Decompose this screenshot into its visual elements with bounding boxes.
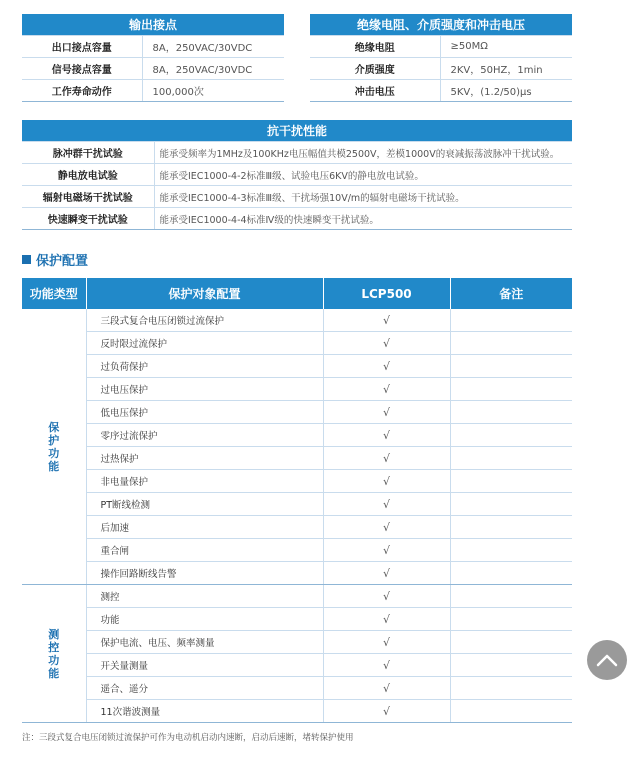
lcp500-check: √: [323, 516, 450, 539]
table-row: [310, 80, 572, 102]
lcp500-check: √: [323, 631, 450, 654]
row-label: 快速瞬变干扰试验: [22, 208, 154, 230]
row-value: 5KV，(1.2/50)μs: [440, 80, 572, 102]
chevron-up-icon: [596, 653, 618, 667]
table-row: [22, 470, 572, 493]
header-protection-object: 保护对象配置: [86, 278, 323, 309]
remark-cell: [450, 332, 572, 355]
row-value: 能承受IEC1000-4-2标准Ⅲ级、试验电压6KV的静电放电试验。: [154, 164, 572, 186]
remark-cell: [450, 355, 572, 378]
category-char: 控: [48, 640, 60, 654]
table-row: [310, 36, 572, 58]
row-value: 能承受IEC1000-4-4标准Ⅳ级的快速瞬变干扰试验。: [154, 208, 572, 230]
table-row: [22, 378, 572, 401]
lcp500-check: √: [323, 401, 450, 424]
protection-item: 11次谐波测量: [86, 700, 323, 723]
remark-cell: [450, 585, 572, 608]
protection-item: 后加速: [86, 516, 323, 539]
remark-cell: [450, 493, 572, 516]
lcp500-check: √: [323, 562, 450, 585]
remark-cell: [450, 608, 572, 631]
footnote: 注：三段式复合电压闭锁过流保护可作为电动机启动内速断，启动后速断，堵转保护使用: [22, 733, 354, 743]
row-label: 工作寿命动作: [22, 80, 142, 102]
row-label: 辐射电磁场干扰试验: [22, 186, 154, 208]
protection-config-body: [22, 309, 572, 723]
protection-item: 反时限过流保护: [86, 332, 323, 355]
table-row: [22, 142, 572, 164]
table-row: [22, 164, 572, 186]
output-contacts-title: 输出接点: [22, 14, 284, 36]
protection-item: 三段式复合电压闭锁过流保护: [86, 309, 323, 332]
row-label: 出口接点容量: [22, 36, 142, 58]
table-row: [22, 700, 572, 723]
table-row: [22, 186, 572, 208]
protection-item: 开关量测量: [86, 654, 323, 677]
table-row: [22, 80, 284, 102]
table-row: [22, 608, 572, 631]
table-row: [22, 424, 572, 447]
remark-cell: [450, 700, 572, 723]
protection-item: 测控: [86, 585, 323, 608]
protection-item: 遥合、遥分: [86, 677, 323, 700]
row-label: 绝缘电阻: [310, 36, 440, 58]
lcp500-check: √: [323, 677, 450, 700]
remark-cell: [450, 309, 572, 332]
insulation-title: 绝缘电阻、介质强度和冲击电压: [310, 14, 572, 36]
category-char: 测: [48, 627, 60, 641]
header-function-type: 功能类型: [22, 278, 86, 309]
table-row: [22, 58, 284, 80]
lcp500-check: √: [323, 700, 450, 723]
lcp500-check: √: [323, 539, 450, 562]
lcp500-check: √: [323, 608, 450, 631]
remark-cell: [450, 539, 572, 562]
category-char: 能: [48, 459, 60, 473]
remark-cell: [450, 516, 572, 539]
lcp500-check: √: [323, 470, 450, 493]
category-cell: [22, 585, 86, 723]
header-lcp500: LCP500: [323, 278, 450, 309]
remark-cell: [450, 447, 572, 470]
lcp500-check: √: [323, 447, 450, 470]
table-row: [22, 516, 572, 539]
remark-cell: [450, 562, 572, 585]
table-row: [310, 58, 572, 80]
protection-item: 过负荷保护: [86, 355, 323, 378]
protection-item: 重合闸: [86, 539, 323, 562]
protection-item: 操作回路断线告警: [86, 562, 323, 585]
table-row: [22, 585, 572, 608]
lcp500-check: √: [323, 654, 450, 677]
remark-cell: [450, 401, 572, 424]
square-bullet-icon: [22, 255, 31, 264]
section-title-text: 保护配置: [36, 254, 89, 269]
row-label: 静电放电试验: [22, 164, 154, 186]
protection-item: 功能: [86, 608, 323, 631]
row-value: 能承受IEC1000-4-3标准Ⅲ级、干扰场强10V/m的辐射电磁场干扰试验。: [154, 186, 572, 208]
interference-table: [22, 120, 572, 230]
lcp500-check: √: [323, 424, 450, 447]
protection-config-table: [22, 278, 572, 723]
row-label: 冲击电压: [310, 80, 440, 102]
protection-item: 非电量保护: [86, 470, 323, 493]
category-char: 能: [48, 666, 60, 680]
scroll-top-button[interactable]: [587, 640, 627, 680]
row-value: 2KV，50HZ，1min: [440, 58, 572, 80]
table-row: [22, 208, 572, 230]
table-row: [22, 447, 572, 470]
table-row: [22, 631, 572, 654]
category-char: 功: [48, 446, 60, 460]
table-row: [22, 677, 572, 700]
table-row: [22, 355, 572, 378]
protection-item: 过电压保护: [86, 378, 323, 401]
category-char: 保: [48, 420, 60, 434]
output-contacts-table: [22, 14, 284, 102]
header-remarks: 备注: [450, 278, 572, 309]
interference-title: 抗干扰性能: [22, 120, 572, 142]
protection-item: 保护电流、电压、频率测量: [86, 631, 323, 654]
lcp500-check: √: [323, 355, 450, 378]
remark-cell: [450, 677, 572, 700]
table-row: [22, 401, 572, 424]
row-label: 脉冲群干扰试验: [22, 142, 154, 164]
row-value: 8A，250VAC/30VDC: [142, 36, 284, 58]
row-value: 100,000次: [142, 80, 284, 102]
table-row: [22, 332, 572, 355]
row-value: 8A，250VAC/30VDC: [142, 58, 284, 80]
lcp500-check: √: [323, 585, 450, 608]
table-header-row: [22, 278, 572, 309]
remark-cell: [450, 654, 572, 677]
table-row: [22, 309, 572, 332]
insulation-table: [310, 14, 572, 102]
lcp500-check: √: [323, 378, 450, 401]
category-char: 护: [48, 433, 60, 447]
category-cell: [22, 309, 86, 585]
table-row: [22, 562, 572, 585]
table-row: [22, 493, 572, 516]
lcp500-check: √: [323, 332, 450, 355]
remark-cell: [450, 631, 572, 654]
remark-cell: [450, 470, 572, 493]
row-value: 能承受频率为1MHz及100KHz电压幅值共模2500V，差模1000V的衰减振荡波脉冲干扰试验。: [154, 142, 572, 164]
remark-cell: [450, 378, 572, 401]
lcp500-check: √: [323, 309, 450, 332]
lcp500-check: √: [323, 493, 450, 516]
protection-section-title: [22, 250, 88, 269]
table-row: [22, 36, 284, 58]
protection-item: PT断线检测: [86, 493, 323, 516]
row-value: ≥50MΩ: [440, 36, 572, 58]
table-row: [22, 539, 572, 562]
protection-item: 低电压保护: [86, 401, 323, 424]
row-label: 信号接点容量: [22, 58, 142, 80]
table-row: [22, 654, 572, 677]
row-label: 介质强度: [310, 58, 440, 80]
protection-item: 零序过流保护: [86, 424, 323, 447]
category-char: 功: [48, 653, 60, 667]
remark-cell: [450, 424, 572, 447]
protection-item: 过热保护: [86, 447, 323, 470]
